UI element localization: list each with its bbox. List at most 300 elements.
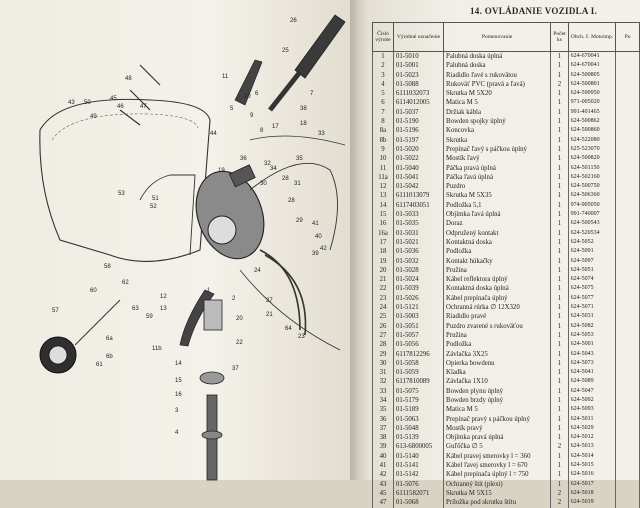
windshield-outline	[40, 99, 210, 261]
cell-qty: 1	[551, 424, 568, 433]
cell-code: 01-5020	[393, 145, 443, 154]
cell-code: 01-5197	[393, 136, 443, 145]
col-header-number: Číslo výrobe	[373, 23, 394, 52]
table-row	[373, 210, 640, 219]
cell-number: 16	[373, 219, 394, 228]
cell-code: 01-5057	[393, 331, 443, 340]
table-row	[373, 312, 640, 321]
cell-ref: 624-670041	[568, 52, 616, 62]
cell-code: 01-5023	[393, 71, 443, 80]
cell-number: 36	[373, 415, 394, 424]
svg-text:33: 33	[318, 131, 325, 137]
cell-ref: 624-5014	[568, 452, 616, 461]
table-row	[373, 266, 640, 275]
cell-ref: 624-670041	[568, 61, 616, 70]
table-row	[373, 61, 640, 70]
cell-qty: 1	[551, 461, 568, 470]
cell-number: 10	[373, 154, 394, 163]
svg-text:11b: 11b	[152, 346, 162, 352]
cell-qty: 1	[551, 275, 568, 284]
cell-qty: 1	[551, 247, 568, 256]
svg-text:1: 1	[207, 288, 211, 294]
cell-code: 6117810089	[393, 377, 443, 386]
svg-text:57: 57	[52, 308, 59, 314]
cell-qty: 1	[551, 415, 568, 424]
cell-number: 33	[373, 387, 394, 396]
svg-text:41: 41	[312, 221, 319, 227]
cell-ref: 624-5018	[568, 489, 616, 498]
table-row	[373, 182, 640, 191]
cell-name: Skrutka	[444, 136, 551, 145]
table-row	[373, 191, 640, 200]
cell-code: 01-5058	[393, 359, 443, 368]
cell-ref: 624-500860	[568, 126, 616, 135]
cell-code: 01-5010	[393, 52, 443, 62]
cell-extra	[616, 182, 640, 191]
cell-name: Prepínač pravý s páčkou úplný	[444, 415, 551, 424]
cell-ref: 624-5075	[568, 284, 616, 293]
cell-ref: 624-500801	[568, 80, 616, 89]
cell-ref: 625-523070	[568, 145, 616, 154]
cell-code: 01-5051	[393, 322, 443, 331]
table-row	[373, 415, 640, 424]
cell-number: 29	[373, 350, 394, 359]
svg-text:28: 28	[288, 198, 295, 204]
cell-ref: 624-500750	[568, 182, 616, 191]
table-row	[373, 368, 640, 377]
cell-extra	[616, 238, 640, 247]
cell-ref: 624-5051	[568, 266, 616, 275]
table-row	[373, 284, 640, 293]
cell-ref: 624-5091	[568, 247, 616, 256]
cell-number: 3	[373, 71, 394, 80]
cell-number: 8a	[373, 126, 394, 135]
cell-name: Objímka ľavá úplná	[444, 210, 551, 219]
cell-name: Kladka	[444, 368, 551, 377]
cell-qty: 1	[551, 312, 568, 321]
cell-number: 30	[373, 359, 394, 368]
cell-ref: 971-005020	[568, 98, 616, 107]
cell-qty: 1	[551, 229, 568, 238]
cell-number: 12	[373, 182, 394, 191]
cell-code: 01-5140	[393, 452, 443, 461]
cell-ref: 624-5043	[568, 350, 616, 359]
cell-extra	[616, 201, 640, 210]
svg-text:28: 28	[282, 176, 289, 182]
cell-code: 613-6800005	[393, 442, 443, 451]
cell-name: Skrutka M 5X20	[444, 89, 551, 98]
cell-number: 25	[373, 312, 394, 321]
cell-name: Matica M 5	[444, 98, 551, 107]
svg-text:47: 47	[140, 104, 147, 110]
cell-name: Páčka ľavá úplná	[444, 173, 551, 182]
svg-text:35: 35	[296, 156, 303, 162]
svg-text:37: 37	[232, 366, 239, 372]
cell-qty: 1	[551, 405, 568, 414]
table-row	[373, 480, 640, 489]
cell-extra	[616, 350, 640, 359]
cell-code: 01-5179	[393, 396, 443, 405]
table-row	[373, 405, 640, 414]
speedometer-face	[49, 346, 67, 364]
cell-code: 6111582071	[393, 489, 443, 498]
cell-extra	[616, 145, 640, 154]
cell-code: 01-5003	[393, 312, 443, 321]
cell-extra	[616, 173, 640, 182]
cell-ref: 624-5041	[568, 368, 616, 377]
cell-number: 24	[373, 303, 394, 312]
table-row	[373, 350, 640, 359]
cell-ref: 624-5082	[568, 322, 616, 331]
instrument-dial	[208, 216, 236, 244]
switch-housing	[185, 162, 276, 268]
table-row	[373, 452, 640, 461]
cell-code: 01-5024	[393, 275, 443, 284]
cell-qty: 2	[551, 489, 568, 498]
cell-ref: 624-500805	[568, 71, 616, 80]
col-header-qty: Počet ks	[551, 23, 568, 52]
table-row	[373, 89, 640, 98]
cell-number: 31	[373, 368, 394, 377]
cell-qty: 1	[551, 266, 568, 275]
cell-name: Rukoväť PVC (pravá a ľavá)	[444, 80, 551, 89]
svg-text:31: 31	[294, 181, 301, 187]
cell-qty: 2	[551, 498, 568, 507]
cell-ref: 624-5031	[568, 312, 616, 321]
cell-name: Páčka pravá úplná	[444, 164, 551, 173]
svg-text:2: 2	[232, 296, 236, 302]
cell-name: Riadidlo ľavé s rukovätou	[444, 71, 551, 80]
cell-name: Skrutka M 5X15	[444, 489, 551, 498]
cell-code: 01-5028	[393, 266, 443, 275]
table-row	[373, 98, 640, 107]
svg-text:62: 62	[122, 280, 129, 286]
cell-extra	[616, 154, 640, 163]
table-row	[373, 275, 640, 284]
cell-number: 23	[373, 294, 394, 303]
cell-ref: 624-5012	[568, 433, 616, 442]
cell-ref: 624-5093	[568, 405, 616, 414]
cell-name: Guľôčka ∅ 5	[444, 442, 551, 451]
cell-qty: 1	[551, 359, 568, 368]
cell-qty: 1	[551, 331, 568, 340]
cell-extra	[616, 415, 640, 424]
col-header-code: Výrobné označenie	[393, 23, 443, 52]
windshield-mount	[140, 175, 195, 255]
cell-extra	[616, 396, 640, 405]
cell-extra	[616, 266, 640, 275]
cell-name: Doraz	[444, 219, 551, 228]
cell-code: 01-5021	[393, 238, 443, 247]
svg-text:26: 26	[290, 18, 297, 24]
cell-code: 01-5059	[393, 368, 443, 377]
cell-extra	[616, 52, 640, 62]
cell-code: 01-5032	[393, 257, 443, 266]
cell-code: 01-5033	[393, 210, 443, 219]
cell-ref: 624-5052	[568, 238, 616, 247]
cell-extra	[616, 452, 640, 461]
cell-name: Kábel ľavej smerovky l = 670	[444, 461, 551, 470]
table-row	[373, 461, 640, 470]
cell-extra	[616, 433, 640, 442]
cell-number: 26	[373, 322, 394, 331]
table-row	[373, 257, 640, 266]
cell-qty: 1	[551, 452, 568, 461]
cell-ref: 624-5092	[568, 396, 616, 405]
svg-text:45: 45	[110, 96, 117, 102]
cell-name: Mostík ľavý	[444, 154, 551, 163]
cell-ref: 624-500543	[568, 219, 616, 228]
col-header-name: Pomenovanie	[444, 23, 551, 52]
cell-number: 18	[373, 247, 394, 256]
cell-code: 01-5063	[393, 415, 443, 424]
svg-text:22: 22	[236, 340, 243, 346]
cell-name: Prepínač ľavý s páčkou úplný	[444, 145, 551, 154]
cell-qty: 1	[551, 210, 568, 219]
svg-text:46: 46	[117, 104, 124, 110]
cell-name: Bowden spojky úplný	[444, 117, 551, 126]
cell-ref: 991-740007	[568, 210, 616, 219]
svg-text:9: 9	[250, 113, 254, 119]
cell-extra	[616, 405, 640, 414]
washer	[202, 431, 222, 439]
cell-ref: 624-5015	[568, 461, 616, 470]
cell-name: Kábel prepínača úplný l = 750	[444, 470, 551, 479]
table-row	[373, 377, 640, 386]
svg-text:23: 23	[298, 334, 305, 340]
cell-extra	[616, 294, 640, 303]
cable-3	[240, 270, 340, 350]
cell-extra	[616, 331, 640, 340]
cell-name: Podložka	[444, 340, 551, 349]
cell-number: 34	[373, 396, 394, 405]
cell-code: 01-5121	[393, 303, 443, 312]
cell-ref: 624-5029	[568, 424, 616, 433]
table-row	[373, 80, 640, 89]
cell-extra	[616, 257, 640, 266]
cell-ref: 974-905050	[568, 201, 616, 210]
cell-code: 6117812296	[393, 350, 443, 359]
cell-name: Kontaktná doska úplná	[444, 284, 551, 293]
cell-ref: 624-500820	[568, 154, 616, 163]
cell-number: 11a	[373, 173, 394, 182]
cell-qty: 2	[551, 442, 568, 451]
cell-number: 22	[373, 284, 394, 293]
cell-number: 7	[373, 108, 394, 117]
section-title: 14. OVLÁDANIE VOZIDLA I.	[470, 6, 598, 16]
cell-code: 01-5142	[393, 470, 443, 479]
svg-text:51: 51	[152, 196, 159, 202]
svg-text:48: 48	[125, 76, 132, 82]
table-row	[373, 470, 640, 479]
table-header	[373, 23, 640, 52]
cell-ref: 624-500862	[568, 117, 616, 126]
cell-ref: 991-401465	[568, 108, 616, 117]
table-row	[373, 164, 640, 173]
svg-text:18: 18	[300, 121, 307, 127]
cell-number: 35	[373, 405, 394, 414]
cable-bundle	[260, 250, 300, 330]
table-row	[373, 387, 640, 396]
cell-code: 01-5076	[393, 480, 443, 489]
cell-name: Koncovka	[444, 126, 551, 135]
table-row	[373, 52, 640, 62]
column-part	[204, 300, 222, 330]
svg-text:38: 38	[300, 106, 307, 112]
svg-text:49: 49	[90, 114, 97, 120]
cell-extra	[616, 284, 640, 293]
cell-code: 01-5088	[393, 80, 443, 89]
cell-name: Držiak kábla	[444, 108, 551, 117]
cell-extra	[616, 470, 640, 479]
svg-text:59: 59	[146, 314, 153, 320]
cell-number: 47	[373, 498, 394, 507]
svg-text:25: 25	[282, 48, 289, 54]
svg-text:58: 58	[104, 264, 111, 270]
table-row	[373, 117, 640, 126]
svg-text:39: 39	[312, 251, 319, 257]
svg-text:19: 19	[218, 168, 225, 174]
right-handlebar	[270, 72, 300, 110]
table-row	[373, 489, 640, 498]
cell-name: Opierka bowdenu	[444, 359, 551, 368]
cell-ref: 624-5017	[568, 480, 616, 489]
cell-ref: 624-5089	[568, 377, 616, 386]
cell-code: 01-5022	[393, 154, 443, 163]
cell-qty: 1	[551, 136, 568, 145]
cell-extra	[616, 117, 640, 126]
table-row	[373, 340, 640, 349]
cell-code: 01-5026	[393, 294, 443, 303]
cell-extra	[616, 164, 640, 173]
cell-code: 01-5039	[393, 284, 443, 293]
cell-extra	[616, 61, 640, 70]
svg-text:61: 61	[96, 362, 103, 368]
svg-text:27: 27	[266, 298, 273, 304]
cell-name: Príložka pod skrutku štítu	[444, 498, 551, 507]
cell-number: 21	[373, 275, 394, 284]
cell-ref: 624-5019	[568, 498, 616, 507]
table-row	[373, 219, 640, 228]
cell-name: Ochranná rúrka ∅ 12X320	[444, 303, 551, 312]
cell-extra	[616, 98, 640, 107]
cell-ref: 624-5077	[568, 294, 616, 303]
cell-qty: 1	[551, 126, 568, 135]
table-row	[373, 359, 640, 368]
cell-ref: 624-5074	[568, 275, 616, 284]
cell-number: 1	[373, 52, 394, 62]
cell-ref: 624-5016	[568, 470, 616, 479]
nut	[200, 372, 224, 384]
cell-code: 01-5189	[393, 405, 443, 414]
table-row	[373, 201, 640, 210]
cell-extra	[616, 359, 640, 368]
cell-name: Závlačka 1X10	[444, 377, 551, 386]
table-row	[373, 136, 640, 145]
cell-name: Podložka 5,1	[444, 201, 551, 210]
cell-name: Puzdro	[444, 182, 551, 191]
cell-qty: 1	[551, 61, 568, 70]
svg-text:5: 5	[230, 106, 234, 112]
svg-text:52: 52	[150, 204, 157, 210]
cell-extra	[616, 247, 640, 256]
svg-text:6a: 6a	[106, 336, 113, 342]
cell-number: 15	[373, 210, 394, 219]
cable-4	[250, 136, 345, 145]
svg-text:13: 13	[160, 306, 167, 312]
cell-extra	[616, 275, 640, 284]
screws	[120, 65, 160, 125]
cell-qty: 1	[551, 238, 568, 247]
cell-number: 4	[373, 80, 394, 89]
cell-code: 6111032073	[393, 89, 443, 98]
cell-qty: 1	[551, 71, 568, 80]
cell-extra	[616, 442, 640, 451]
cell-ref: 624-520534	[568, 229, 616, 238]
cell-code: 6111013079	[393, 191, 443, 200]
svg-text:42: 42	[320, 246, 327, 252]
cell-extra	[616, 498, 640, 507]
svg-text:14: 14	[175, 361, 182, 367]
cell-qty: 1	[551, 322, 568, 331]
svg-text:30: 30	[260, 181, 267, 187]
cell-ref: 624-501150	[568, 164, 616, 173]
cell-number: 14	[373, 201, 394, 210]
table-row	[373, 331, 640, 340]
svg-text:16: 16	[175, 392, 182, 398]
cell-code: 01-5001	[393, 61, 443, 70]
cell-qty: 1	[551, 108, 568, 117]
parts-table	[372, 22, 640, 508]
cell-qty: 1	[551, 294, 568, 303]
cell-name: Bowden brzdy úplný	[444, 396, 551, 405]
cell-number: 27	[373, 331, 394, 340]
svg-text:40: 40	[315, 234, 322, 240]
cell-qty: 1	[551, 303, 568, 312]
cell-ref: 624-5013	[568, 442, 616, 451]
cell-number: 32	[373, 377, 394, 386]
cell-extra	[616, 303, 640, 312]
svg-text:63: 63	[132, 306, 139, 312]
svg-text:36: 36	[240, 156, 247, 162]
cell-number: 5	[373, 89, 394, 98]
table-row	[373, 498, 640, 507]
cell-name: Závlačka 3X25	[444, 350, 551, 359]
table-row	[373, 303, 640, 312]
cell-ref: 624-5001	[568, 340, 616, 349]
cell-code: 01-5141	[393, 461, 443, 470]
cell-name: Objímka pravá úplná	[444, 433, 551, 442]
cell-extra	[616, 340, 640, 349]
cell-name: Odpružený kontakt	[444, 229, 551, 238]
cell-number: 13	[373, 191, 394, 200]
cell-extra	[616, 322, 640, 331]
svg-text:10: 10	[244, 94, 251, 100]
cell-number: 37	[373, 424, 394, 433]
cell-code: 01-5041	[393, 173, 443, 182]
table-row	[373, 433, 640, 442]
cell-qty: 1	[551, 164, 568, 173]
cell-extra	[616, 461, 640, 470]
svg-text:29: 29	[296, 218, 303, 224]
cell-qty: 1	[551, 396, 568, 405]
cell-qty: 2	[551, 80, 568, 89]
cell-name: Palubná doska úplná	[444, 52, 551, 62]
cell-code: 01-5040	[393, 164, 443, 173]
table-row	[373, 424, 640, 433]
cell-name: Ochranný štít (plexi)	[444, 480, 551, 489]
svg-text:60: 60	[90, 288, 97, 294]
